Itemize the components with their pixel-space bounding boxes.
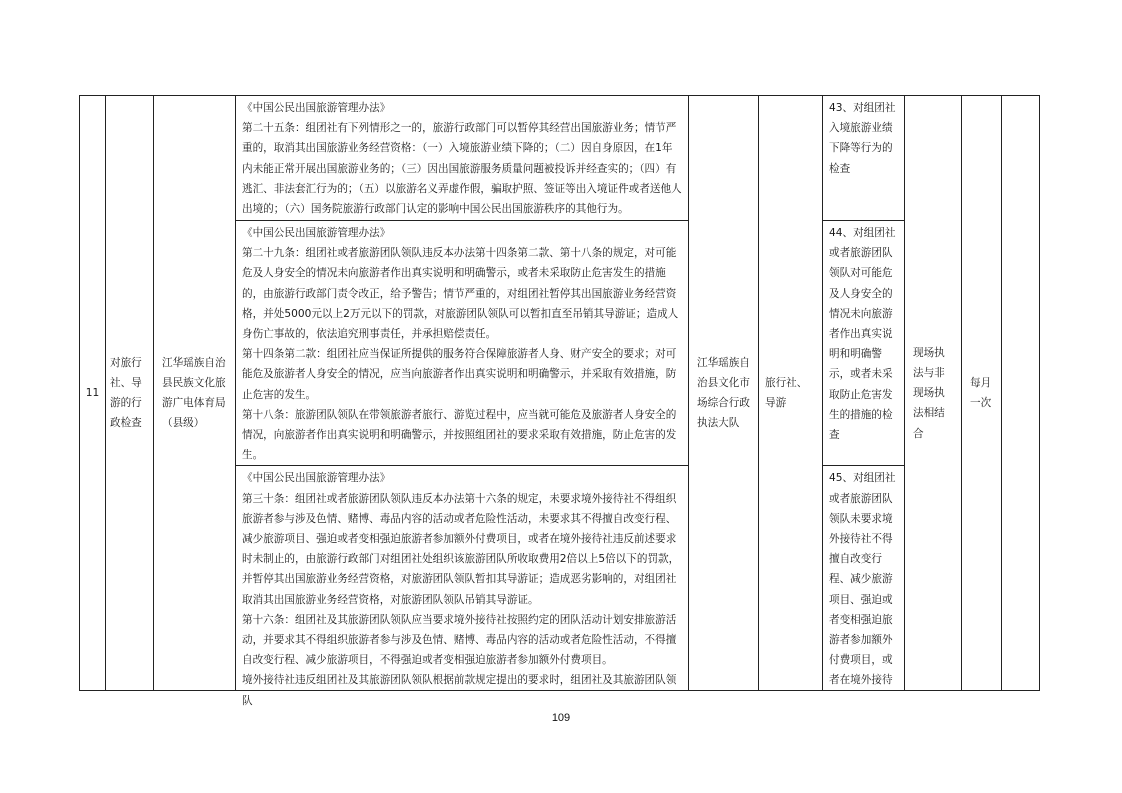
object-cell bbox=[759, 96, 823, 691]
inspection-category: 对旅行社、导游的行政检查 bbox=[110, 356, 142, 430]
basis-law-title: 《中国公民出国旅游管理办法》 bbox=[242, 227, 391, 239]
frequency-cell bbox=[962, 96, 1002, 691]
row-number-cell bbox=[80, 96, 106, 691]
page-number: 109 bbox=[551, 712, 571, 724]
basis-law-title: 《中国公民出国旅游管理办法》 bbox=[242, 102, 391, 114]
method-cell bbox=[905, 96, 962, 691]
enforcement-table bbox=[79, 95, 1040, 707]
item-cell-3 bbox=[823, 466, 905, 691]
item-cell-2 bbox=[823, 221, 905, 466]
inspection-item-44: 44、对组团社或者旅游团队领队对可能危及人身安全的情况未向旅游者作出真实说明和明确警示，或者未采取防止危害发生的措施的检查 bbox=[829, 227, 896, 442]
row-number: 11 bbox=[85, 387, 100, 400]
basis-article: 第十四条第二款：组团社应当保证所提供的服务符合保障旅游者人身、财产安全的要求；对可能危及旅游者人身安全的情况，应当向旅游者作出真实说明和明确警示，并采取有效措施，防止危害的发生。 bbox=[242, 348, 677, 401]
basis-law-title: 《中国公民出国旅游管理办法》 bbox=[242, 472, 391, 485]
inspection-frequency: 每月一次 bbox=[970, 377, 992, 410]
basis-article: 第三十条：组团社或者旅游团队领队违反本办法第十六条的规定，未要求境外接待社不得组织旅游者参与涉及色情、赌博、毒品内容的活动或者危险性活动，未要求其不得擅自改变行程、减少旅游项目、强迫或者变相强迫旅游者参加额外付费项目，或者在境外接待社违反前述要求时未制止的，由旅游行政部门对组团社处组织该旅游团队所收取费用2倍以上5倍以下的罚款，并暂停其出国旅游业务经营资格，对旅游团队领队暂扣其导游证；造成恶劣影响的，对组团社取消其出国旅游业务经营资格，对旅游团队领队吊销其导游证。 bbox=[242, 492, 680, 606]
basis-cell-3 bbox=[236, 466, 689, 707]
implementing-agency: 江华瑶族自治县民族文化旅游广电体育局（县级） bbox=[162, 356, 226, 430]
item-cell-1 bbox=[823, 96, 905, 221]
inspection-object: 旅行社、导游 bbox=[765, 377, 808, 410]
inspection-item-43: 43、对组团社入境旅游业绩下降等行为的检查 bbox=[829, 102, 896, 175]
basis-article: 境外接待社违反组团社及其旅游团队领队根据前款规定提出的要求时，组团社及其旅游团队领队 bbox=[242, 674, 677, 707]
inspection-item-45: 45、对组团社或者旅游团队领队未要求境外接待社不得擅自改变行程、减少旅游项目、强迫或者变相强迫旅游者参加额外付费项目，或者在境外接待 bbox=[829, 472, 896, 687]
basis-article: 第二十九条：组团社或者旅游团队领队违反本办法第十四条第二款、第十八条的规定，对可能危及人身安全的情况未向旅游者作出真实说明和明确警示，或者未采取防止危害发生的措施的，由旅游行政部门责令改正，给予警告；情节严重的，对组团社暂停其出国旅游业务经营资格，并处5000元以上2万元以下的罚款，对旅游团队领队可以暂扣直至吊销其导游证；造成人身伤亡事故的，依法追究刑事责任，并承担赔偿责任。 bbox=[242, 247, 679, 341]
executor-cell bbox=[689, 96, 759, 691]
inspection-method: 现场执法与非现场执法相结合 bbox=[913, 346, 945, 440]
executing-agency: 江华瑶族自治县文化市场综合行政执法大队 bbox=[697, 356, 750, 430]
basis-cell-1 bbox=[236, 96, 689, 221]
category-cell bbox=[106, 96, 154, 691]
basis-article: 第十六条：组团社及其旅游团队领队应当要求境外接待社按照约定的团队活动计划安排旅游活动，并要求其不得组织旅游者参与涉及色情、赌博、毒品内容的活动或者危险性活动，不得擅自改变行程、减少旅游项目，不得强迫或者变相强迫旅游者参加额外付费项目。 bbox=[242, 613, 677, 667]
basis-article: 第十八条：旅游团队领队在带领旅游者旅行、游览过程中，应当就可能危及旅游者人身安全的情况，向旅游者作出真实说明和明确警示，并按照组团社的要求采取有效措施，防止危害的发生。 bbox=[242, 408, 677, 462]
remark-cell bbox=[1002, 96, 1040, 691]
implementer-cell bbox=[154, 96, 236, 691]
basis-article: 第二十五条：组团社有下列情形之一的，旅游行政部门可以暂停其经营出国旅游业务；情节严重的，取消其出国旅游业务经营资格：（一）入境旅游业绩下降的；（二）因自身原因，在1年内未能正常开展出国旅游业务的；（三）因出国旅游服务质量问题被投诉并经查实的；（四）有逃汇、非法套汇行为的；（五）以旅游名义弄虚作假，骗取护照、签证等出入境证件或者送他人出境的；（六）国务院旅游行政部门认定的影响中国公民出国旅游秩序的其他行为。 bbox=[242, 122, 682, 216]
basis-cell-2 bbox=[236, 221, 689, 466]
